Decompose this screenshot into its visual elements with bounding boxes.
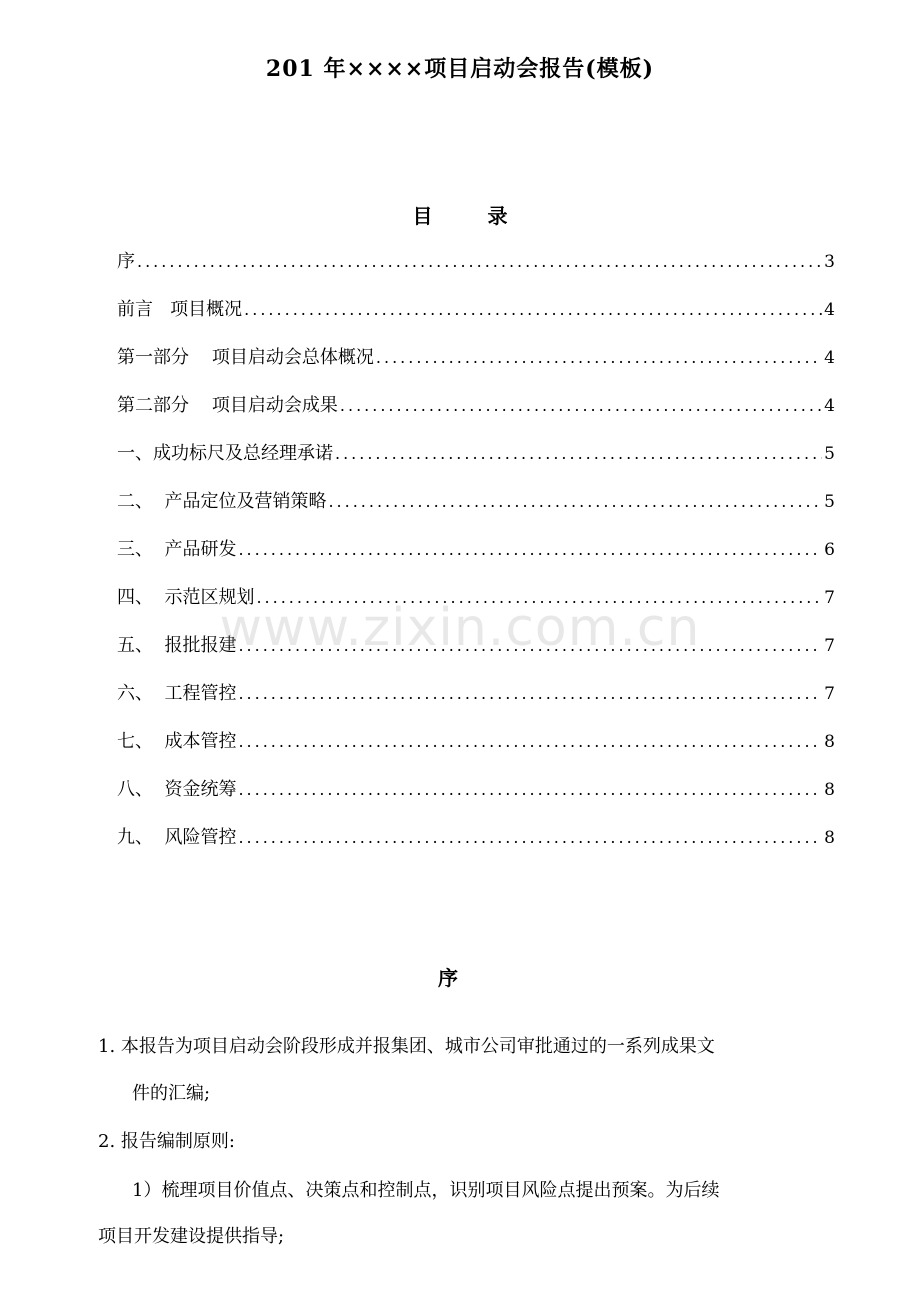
toc-dot-leader — [238, 774, 822, 806]
toc-entry-label: 五、 报批报建 — [117, 635, 237, 656]
toc-dot-leader — [238, 726, 822, 758]
toc-entry-label: 九、 风险管控 — [117, 827, 237, 848]
toc-dot-leader — [238, 678, 822, 710]
toc-entry[interactable] — [117, 774, 835, 822]
toc-entry-page-number: 4 — [824, 396, 835, 416]
toc-entry-label: 一、成功标尺及总经理承诺 — [117, 443, 333, 464]
toc-entry-label: 二、 产品定位及营销策略 — [117, 491, 327, 512]
toc-entry[interactable] — [117, 246, 835, 294]
toc-entry-page-number: 5 — [824, 492, 835, 512]
toc-entry-page-number: 7 — [824, 636, 835, 656]
toc-entry-label: 前言 项目概况 — [117, 299, 243, 320]
toc-dot-leader — [340, 390, 822, 422]
toc-dot-leader — [335, 438, 822, 470]
toc-entry-label: 第一部分 项目启动会总体概况 — [117, 347, 374, 368]
toc-entry[interactable] — [117, 486, 835, 534]
toc-dot-leader — [137, 246, 822, 278]
toc-entry-page-number: 4 — [824, 348, 835, 368]
watermark: www.zixin.com.cn — [219, 598, 701, 658]
toc-heading: 目 录 — [412, 204, 532, 228]
toc-entry-page-number: 8 — [824, 828, 835, 848]
toc-entry-page-number: 6 — [824, 540, 835, 560]
toc-dot-leader — [328, 486, 822, 518]
toc-entry[interactable] — [117, 822, 835, 870]
toc-entry-page-number: 3 — [824, 252, 835, 272]
table-of-contents — [117, 246, 835, 870]
toc-entry-label: 七、 成本管控 — [117, 731, 237, 752]
toc-entry-page-number: 4 — [824, 300, 835, 320]
preface-paragraph-2: 2. 报告编制原则: — [98, 1131, 235, 1152]
toc-entry-page-number: 8 — [824, 780, 835, 800]
toc-entry[interactable] — [117, 726, 835, 774]
preface-paragraph-3-continued: 项目开发建设提供指导; — [98, 1226, 285, 1247]
toc-dot-leader — [256, 582, 822, 614]
toc-entry-label: 序 — [117, 251, 135, 272]
toc-entry-page-number: 7 — [824, 684, 835, 704]
preface-heading: 序 — [438, 966, 458, 990]
preface-paragraph-1-continued: 件的汇编; — [132, 1083, 211, 1104]
toc-entry-label: 四、 示范区规划 — [117, 587, 255, 608]
preface-paragraph-3: 1）梳理项目价值点、决策点和控制点，识别项目风险点提出预案。为后续 — [132, 1180, 720, 1201]
toc-entry[interactable] — [117, 438, 835, 486]
preface-paragraph-1: 1. 本报告为项目启动会阶段形成并报集团、城市公司审批通过的一系列成果文 — [98, 1036, 715, 1057]
toc-entry-page-number: 5 — [824, 444, 835, 464]
toc-dot-leader — [238, 534, 822, 566]
toc-entry-label: 第二部分 项目启动会成果 — [117, 395, 338, 416]
toc-entry-label: 六、 工程管控 — [117, 683, 237, 704]
toc-entry-page-number: 7 — [824, 588, 835, 608]
toc-entry[interactable] — [117, 534, 835, 582]
toc-entry-page-number: 8 — [824, 732, 835, 752]
document-title: 201 年××××项目启动会报告(模板) — [265, 56, 655, 82]
toc-entry[interactable] — [117, 294, 835, 342]
toc-entry[interactable] — [117, 342, 835, 390]
toc-entry[interactable] — [117, 630, 835, 678]
toc-dot-leader — [238, 822, 822, 854]
toc-entry-label: 三、 产品研发 — [117, 539, 237, 560]
toc-entry-label: 八、 资金统筹 — [117, 779, 237, 800]
toc-entry[interactable] — [117, 582, 835, 630]
toc-entry[interactable] — [117, 678, 835, 726]
toc-entry[interactable] — [117, 390, 835, 438]
toc-dot-leader — [238, 630, 822, 662]
toc-dot-leader — [376, 342, 822, 374]
toc-dot-leader — [244, 294, 822, 326]
